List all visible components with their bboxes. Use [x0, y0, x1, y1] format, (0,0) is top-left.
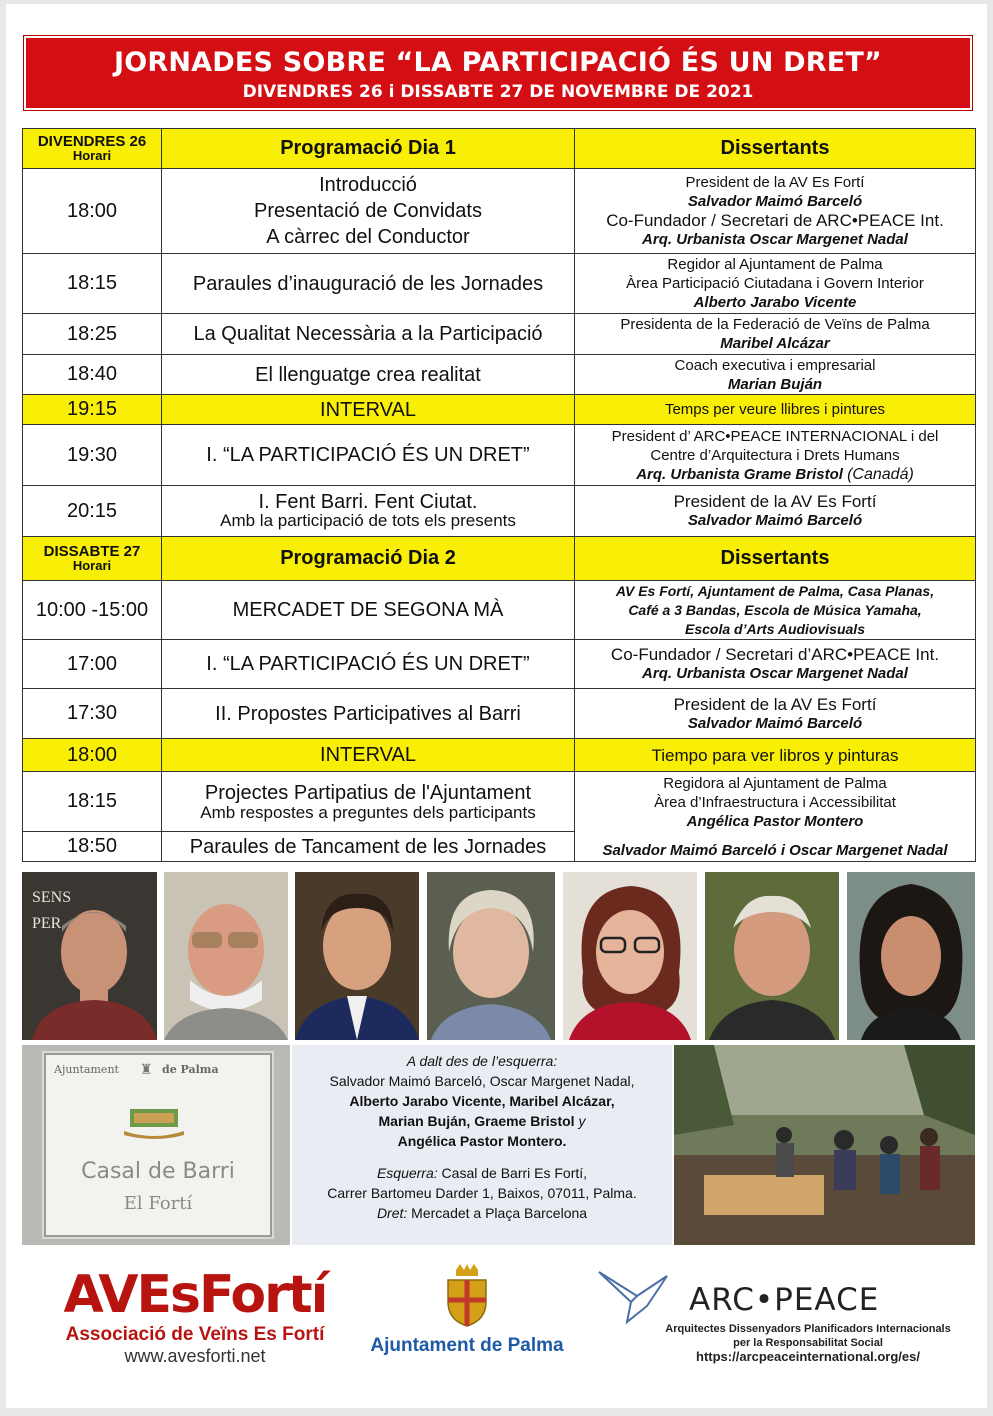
- speaker-cell: [575, 486, 976, 537]
- sponsor-logos: [22, 1262, 975, 1372]
- speaker-role: Regidor al Ajuntament de Palma: [667, 256, 883, 273]
- session-cell: El llenguatge crea realitat: [162, 355, 575, 395]
- interval-row: [23, 739, 976, 772]
- table-row: [23, 425, 976, 486]
- interval-note: Tiempo para ver libros y pinturas: [575, 739, 976, 772]
- interval-cell: INTERVAL: [162, 739, 575, 772]
- speaker-name: Alberto Jarabo Vicente: [693, 294, 857, 311]
- day2-horari: Horari: [72, 557, 112, 573]
- speaker-role: Àrea Participació Ciutadana i Govern Interior: [626, 275, 924, 292]
- speaker-name: Salvador Maimó Barceló: [687, 193, 863, 210]
- speaker-photos: [22, 872, 975, 1040]
- caption-line: Angélica Pastor Montero.: [397, 1133, 567, 1149]
- speaker-role: President d’ ARC•PEACE INTERNACIONAL i del: [611, 427, 939, 445]
- interval-cell: INTERVAL: [162, 395, 575, 425]
- session-cell: [162, 486, 575, 537]
- caption-line: Carrer Bartomeu Darder 1, Baixos, 07011, Palma.: [327, 1185, 637, 1201]
- table-row: [23, 314, 976, 355]
- speaker-role: President de la AV Es Fortí: [673, 492, 877, 511]
- session-line: A càrrec del Conductor: [266, 226, 470, 248]
- speaker-cell: [575, 772, 976, 862]
- avesforti-wordmark: AVEsFortí: [63, 1265, 327, 1325]
- photo-sign-text: PER: [32, 915, 62, 932]
- table-row: [23, 689, 976, 739]
- speaker-role: Regidora al Ajuntament de Palma: [663, 774, 887, 792]
- casal-sign: [44, 1053, 272, 1237]
- caption-block: [22, 1045, 975, 1245]
- day2-speakers-header: Dissertants: [575, 537, 976, 581]
- photo-sign-text: SENS: [32, 889, 72, 906]
- interval-row: [23, 395, 976, 425]
- market-photo: [674, 1045, 975, 1245]
- session-cell: [162, 772, 575, 832]
- session-cell: MERCADET DE SEGONA MÀ: [162, 581, 575, 640]
- speaker-name: Angélica Pastor Montero: [686, 812, 864, 830]
- speaker-cell: [575, 425, 976, 486]
- sign-forti: El Fortí: [123, 1193, 193, 1214]
- caption-line: Dret:: [376, 1205, 408, 1221]
- title-banner: [24, 36, 972, 110]
- casal-sign-photo: [22, 1045, 290, 1245]
- time-cell: 19:15: [23, 395, 162, 425]
- day2-label: [23, 537, 162, 581]
- schedule-table: [22, 128, 976, 862]
- table-row: [23, 254, 976, 314]
- session-cell: Paraules de Tancament de les Jornades: [162, 832, 575, 862]
- session-cell: [162, 169, 575, 254]
- table-row: [23, 640, 976, 689]
- session-cell: La Qualitat Necessària a la Participació: [162, 314, 575, 355]
- time-cell: 18:15: [23, 772, 162, 832]
- caption-line: Alberto Jarabo Vicente, Maribel Alcázar,: [349, 1093, 615, 1109]
- time-cell: 18:15: [23, 254, 162, 314]
- palma-crest-icon: [444, 1262, 490, 1328]
- sign-depalma: de Palma: [162, 1063, 219, 1076]
- casal-logo-icon: [124, 1103, 184, 1139]
- speaker-name: Salvador Maimó Barceló: [687, 512, 863, 529]
- session-line: Projectes Partipatius de l'Ajuntament: [204, 781, 532, 804]
- speaker-role: President de la AV Es Fortí: [673, 694, 877, 714]
- speaker-name: Arq. Urbanista Oscar Margenet Nadal: [642, 231, 908, 248]
- table-row: [23, 581, 976, 640]
- photo-maribel: [427, 872, 555, 1040]
- speaker-cell: [575, 314, 976, 355]
- day1-day: DIVENDRES 26: [37, 132, 147, 150]
- table-row: [23, 355, 976, 395]
- origami-bird-icon: [597, 1266, 677, 1326]
- speaker-line: Escola d’Arts Audiovisuals: [685, 620, 865, 637]
- speaker-country: (Canadá): [847, 465, 914, 483]
- session-cell: II. Propostes Participatives al Barri: [162, 689, 575, 739]
- session-line: Presentació de Convidats: [254, 200, 482, 222]
- session-line: Amb respostes a preguntes dels participants: [200, 802, 536, 822]
- day1-speakers-header: Dissertants: [575, 129, 976, 169]
- speaker-name: Marian Buján: [727, 375, 823, 393]
- speaker-role: Co-Fundador / Secretari d’ARC•PEACE Int.: [610, 645, 940, 664]
- day2-header-row: [23, 537, 976, 581]
- time-cell: 20:15: [23, 486, 162, 537]
- caption-line: y: [574, 1113, 586, 1129]
- speaker-name: Arq. Urbanista Oscar Margenet Nadal: [642, 665, 908, 682]
- speaker-role: Àrea d’Infraestructura i Accessibilitat: [654, 793, 896, 811]
- arcpeace-subtitle: per la Responsabilitat Social: [733, 1337, 883, 1349]
- speaker-role: Coach executiva i empresarial: [674, 356, 876, 374]
- speaker-cell: [575, 254, 976, 314]
- time-cell: 18:25: [23, 314, 162, 355]
- arcpeace-wordmark: ARC•PEACE: [689, 1282, 880, 1318]
- session-cell: I. “LA PARTICIPACIÓ ÉS UN DRET”: [162, 425, 575, 486]
- caption-line: Salvador Maimó Barceló, Oscar Margenet Nadal,: [329, 1073, 635, 1089]
- caption-line: Esquerra:: [376, 1165, 438, 1181]
- table-row: [23, 486, 976, 537]
- day1-program-header: Programació Dia 1: [162, 129, 575, 169]
- speaker-cell: [575, 689, 976, 739]
- event-title: JORNADES SOBRE “LA PARTICIPACIÓ ÉS UN DRET”: [114, 47, 882, 78]
- table-row: [23, 169, 976, 254]
- sign-crest-icon: ♜: [140, 1061, 153, 1077]
- sign-casal: Casal de Barri: [81, 1159, 235, 1184]
- photo-marian: [563, 872, 697, 1040]
- time-cell: 17:30: [23, 689, 162, 739]
- sign-ajuntament: Ajuntament: [54, 1063, 119, 1076]
- avesforti-logo: [50, 1266, 340, 1366]
- speaker-name: Salvador Maimó Barceló: [687, 714, 863, 732]
- day1-label: [23, 129, 162, 169]
- speaker-cell: [575, 640, 976, 689]
- day1-horari: Horari: [72, 147, 112, 163]
- ajuntament-logo: [362, 1262, 572, 1357]
- caption-line: Marian Buján, Graeme Bristol: [378, 1113, 575, 1129]
- photo-alberto: [295, 872, 419, 1040]
- day1-header-row: [23, 129, 976, 169]
- time-cell: 18:00: [23, 169, 162, 254]
- time-cell: 17:00: [23, 640, 162, 689]
- time-cell: 18:40: [23, 355, 162, 395]
- avesforti-subtitle: Associació de Veïns Es Fortí: [65, 1324, 325, 1345]
- caption-line: Mercadet a Plaça Barcelona: [407, 1205, 588, 1221]
- photo-oscar: [164, 872, 288, 1040]
- table-row: [23, 772, 976, 832]
- time-cell: 18:00: [23, 739, 162, 772]
- speaker-line: Café a 3 Bandas, Escola de Música Yamaha,: [628, 601, 922, 618]
- day2-program-header: Programació Dia 2: [162, 537, 575, 581]
- photo-graeme: [705, 872, 839, 1040]
- speaker-name: Arq. Urbanista Grame Bristol: [636, 465, 843, 483]
- session-line: Amb la participació de tots els presents: [220, 511, 516, 530]
- speaker-role: Presidenta de la Federació de Veïns de Palma: [620, 316, 930, 333]
- arcpeace-url: https://arcpeaceinternational.org/es/: [696, 1349, 920, 1364]
- speaker-role: Co-Fundador / Secretari de ARC•PEACE Int.: [606, 211, 944, 230]
- speaker-line: AV Es Fortí, Ajuntament de Palma, Casa Planas,: [615, 582, 935, 599]
- session-cell: I. “LA PARTICIPACIÓ ÉS UN DRET”: [162, 640, 575, 689]
- speaker-cell: [575, 581, 976, 640]
- event-dates: DIVENDRES 26 i DISSABTE 27 DE NOVEMBRE DE 2021: [242, 82, 754, 102]
- photo-salvador: [22, 872, 157, 1040]
- speaker-role: President de la AV Es Fortí: [685, 174, 865, 191]
- interval-note: Temps per veure llibres i pintures: [575, 395, 976, 425]
- time-cell: 10:00 -15:00: [23, 581, 162, 640]
- caption-line: Casal de Barri Es Fortí,: [437, 1165, 588, 1181]
- photo-angelica: [847, 872, 975, 1040]
- caption-line: A dalt des de l’esquerra:: [406, 1053, 558, 1069]
- arcpeace-subtitle: Arquitectes Dissenyadors Planificadors Internacionals: [665, 1323, 951, 1335]
- photo-caption: [292, 1045, 672, 1245]
- time-cell: 18:50: [23, 832, 162, 862]
- speaker-cell: [575, 355, 976, 395]
- speaker-role: Centre d’Arquitectura i Drets Humans: [650, 446, 900, 464]
- speaker-name: Maribel Alcázar: [720, 335, 830, 352]
- time-cell: 19:30: [23, 425, 162, 486]
- avesforti-url: www.avesforti.net: [124, 1346, 266, 1366]
- day2-day: DISSABTE 27: [43, 542, 141, 560]
- session-line: I. Fent Barri. Fent Ciutat.: [258, 491, 478, 513]
- speaker-cell: [575, 169, 976, 254]
- speaker-name: Salvador Maimó Barceló i Oscar Margenet Nadal: [602, 841, 948, 859]
- session-line: Introducció: [319, 174, 417, 196]
- ajuntament-name: Ajuntament de Palma: [370, 1335, 564, 1356]
- session-cell: Paraules d’inauguració de les Jornades: [162, 254, 575, 314]
